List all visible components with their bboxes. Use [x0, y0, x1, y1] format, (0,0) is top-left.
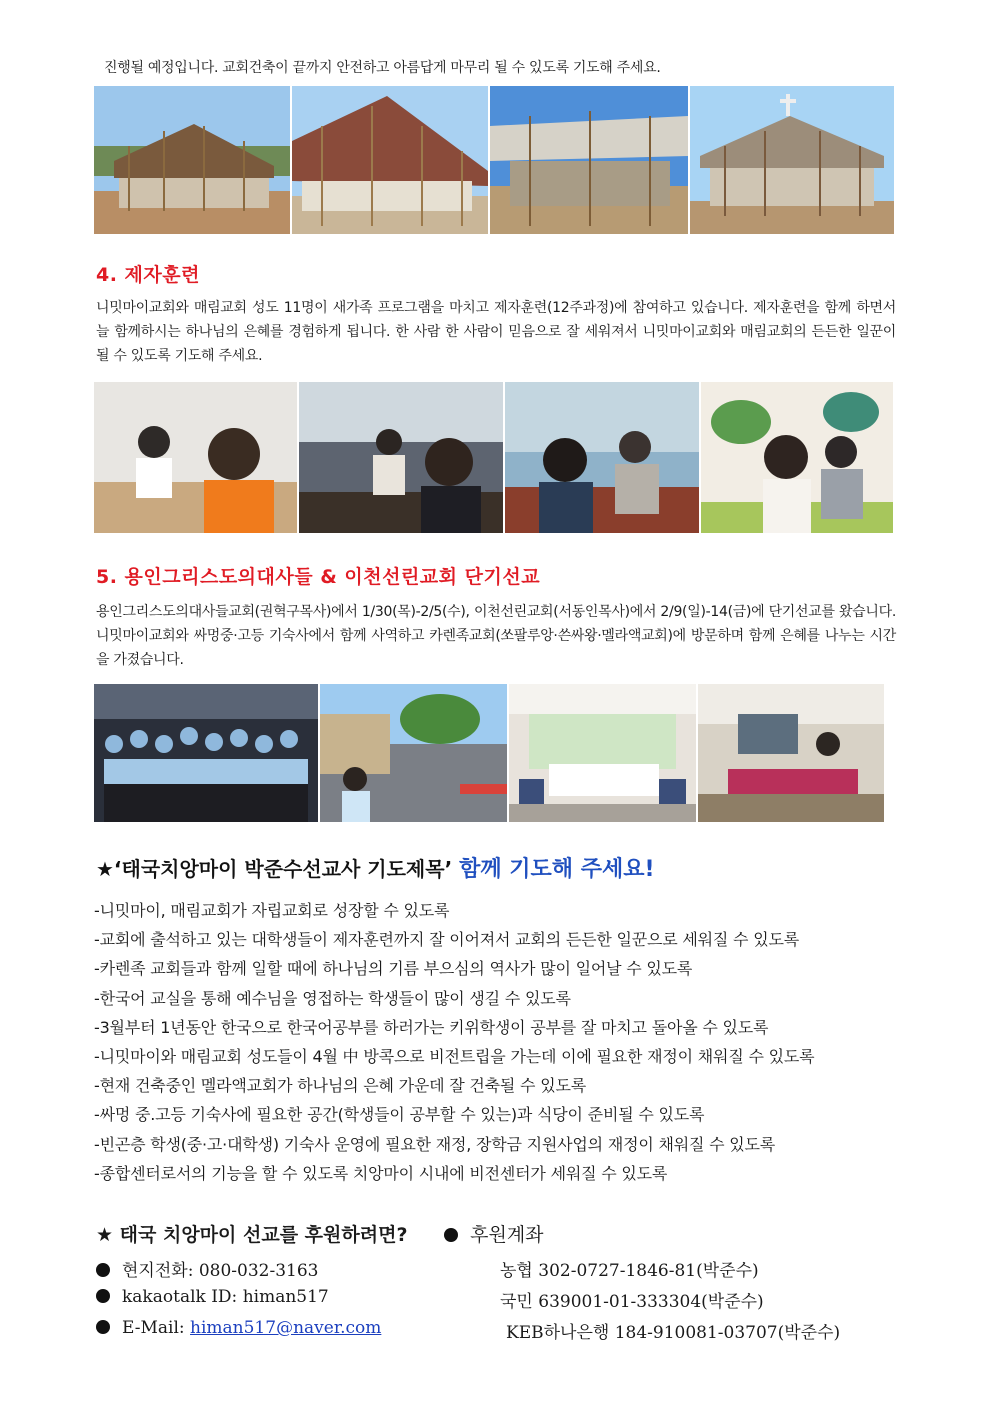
discipleship-photo	[299, 382, 503, 533]
mission-photo	[94, 684, 318, 822]
section4-body: 니밋마이교회와 매림교회 성도 11명이 새가족 프로그램을 마치고 제자훈련(12주과정)에 참여하고 있습니다. 제자훈련을 함께 하면서 늘 함께하시는 하나님의 은혜를 경험하게 됩니다. 한 사람 한 사람이 믿음으로 잘 세워져서 니밋마이교회와 매림교회의 든든한 일꾼이 될 수 있도록 기도해 주세요.	[96, 300, 896, 364]
support-heading-row	[96, 1220, 544, 1247]
section4-title: 4. 제자훈련	[96, 264, 200, 286]
support-heading: ★ 태국 치앙마이 선교를 후원하려면?	[96, 1224, 408, 1246]
bullet-icon	[96, 1263, 110, 1277]
prayer-list	[94, 896, 904, 1188]
mission-photo	[509, 684, 696, 822]
prayer-item: -싸멍 중.고등 기숙사에 필요한 공간(학생들이 공부할 수 있는)과 식당이 준비될 수 있도록	[94, 1105, 705, 1125]
intro-line: 진행될 예정입니다. 교회건축이 끝까지 안전하고 아름답게 마무리 될 수 있도록 기도해 주세요.	[104, 60, 661, 76]
prayer-item: -한국어 교실을 통해 예수님을 영접하는 학생들이 많이 생길 수 있도록	[94, 988, 571, 1008]
support-rows	[96, 1256, 896, 1349]
discipleship-photo	[505, 382, 699, 533]
prayer-item: -현재 건축중인 멜라액교회가 하나님의 은혜 가운데 잘 건축될 수 있도록	[94, 1076, 586, 1096]
prayer-item: -교회에 출석하고 있는 대학생들이 제자훈련까지 잘 이어져서 교회의 든든한 일꾼으로 세워질 수 있도록	[94, 930, 799, 950]
prayer-title	[96, 852, 655, 883]
prayer-item: -니밋마이, 매림교회가 자립교회로 성장할 수 있도록	[94, 901, 450, 920]
construction-photo	[292, 86, 488, 234]
construction-photo	[94, 86, 290, 234]
prayer-item: -종합센터로서의 기능을 할 수 있도록 치앙마이 시내에 비전센터가 세워질 수 있도록	[94, 1163, 668, 1183]
support-row	[96, 1287, 896, 1318]
account-heading-wrap	[444, 1224, 543, 1246]
email-label: E-Mail:	[122, 1318, 185, 1338]
prayer-item: -빈곤층 학생(중·고·대학생) 기숙사 운영에 필요한 재정, 장학금 지원사업의 재정이 채워질 수 있도록	[94, 1134, 776, 1154]
prayer-title-main: ★‘태국치앙마이 박준수선교사 기도제목’	[96, 857, 453, 881]
account-nh: 농협 302-0727-1846-81(박준수)	[500, 1261, 759, 1281]
discipleship-photo	[701, 382, 893, 533]
construction-photo-row	[94, 86, 894, 234]
email-link[interactable]: himan517@naver.com	[190, 1318, 382, 1338]
prayer-item: -3월부터 1년동안 한국으로 한국어공부를 하러가는 키위학생이 공부를 잘 마치고 돌아올 수 있도록	[94, 1017, 769, 1037]
account-keb: KEB하나은행 184-910081-03707(박준수)	[506, 1323, 841, 1343]
support-row	[96, 1318, 896, 1349]
mission-photo-row	[94, 684, 884, 822]
discipleship-photo-row	[94, 382, 893, 533]
phone-number: 현지전화: 080-032-3163	[122, 1261, 319, 1281]
section5-title: 5. 용인그리스도의대사들 & 이천선린교회 단기선교	[96, 566, 541, 588]
prayer-title-suffix: 함께 기도해 주세요!	[459, 857, 655, 882]
bullet-icon	[96, 1289, 110, 1303]
account-kb: 국민 639001-01-333304(박준수)	[500, 1292, 764, 1312]
bullet-icon	[444, 1228, 458, 1242]
prayer-item: -니밋마이와 매림교회 성도들이 4월 中 방콕으로 비전트립을 가는데 이에 필요한 재정이 채워질 수 있도록	[94, 1047, 815, 1067]
bullet-icon	[96, 1320, 110, 1334]
section5-body: 용인그리스도의대사들교회(권혁구목사)에서 1/30(목)-2/5(수), 이천선린교회(서동인목사)에서 2/9(일)-14(금)에 단기선교를 왔습니다. 니밋마이교회와 싸멍중·고등 기숙사에서 함께 사역하고 카렌족교회(쏘팔루앙·쓴싸왕·멜라액교회)에 방문하며 함께 은혜를 나누는 시간을 가졌습니다.	[96, 604, 896, 668]
account-heading: 후원계좌	[470, 1224, 544, 1246]
prayer-item: -카렌족 교회들과 함께 일할 때에 하나님의 기름 부으심의 역사가 많이 일어날 수 있도록	[94, 959, 693, 979]
discipleship-photo	[94, 382, 297, 533]
support-row	[96, 1256, 896, 1287]
mission-photo	[698, 684, 884, 822]
kakao-id: kakaotalk ID: himan517	[122, 1287, 329, 1307]
construction-photo	[490, 86, 688, 234]
construction-photo	[690, 86, 894, 234]
mission-photo	[320, 684, 507, 822]
